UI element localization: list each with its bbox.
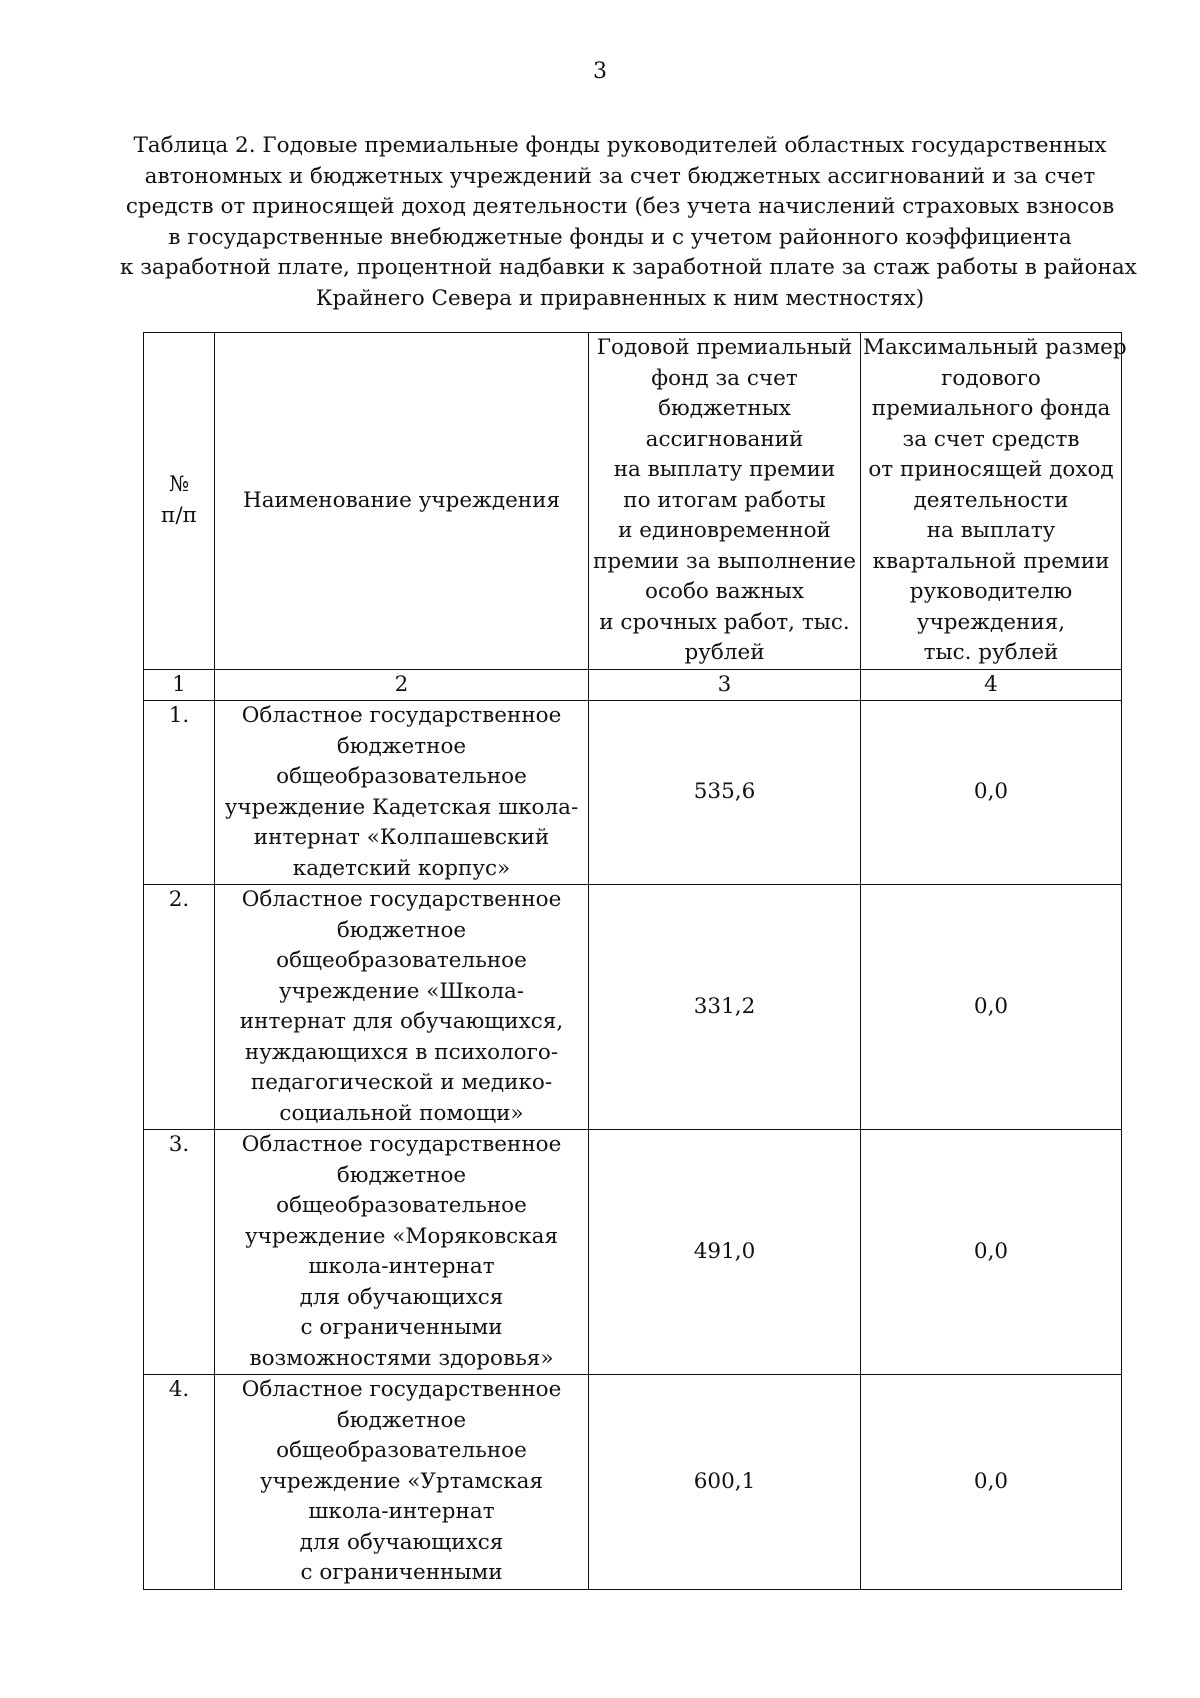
header-line: Наименование учреждения — [242, 487, 561, 513]
name-line: бюджетное — [336, 917, 467, 943]
header-line: учреждения, — [916, 609, 1066, 635]
name-line: социальной помощи» — [279, 1100, 524, 1126]
row-number: 2. — [144, 885, 215, 1130]
header-line: № — [168, 472, 190, 498]
name-line: учреждение «Моряковская — [244, 1223, 559, 1249]
income-fund-value: 0,0 — [861, 885, 1122, 1130]
caption-line: автономных и бюджетных учреждений за счет бюджетных ассигнований и за счет — [144, 163, 1096, 189]
column-number: 1 — [144, 669, 215, 701]
name-line: общеобразовательное — [276, 1438, 527, 1463]
budget-fund-value: 491,0 — [589, 1130, 861, 1375]
income-fund-value: 0,0 — [861, 1130, 1122, 1375]
name-line: Областное государственное — [241, 1132, 562, 1157]
name-line: учреждение Кадетская школа- — [224, 794, 579, 820]
header-income-fund — [861, 333, 1127, 670]
name-line: возможностями здоровья» — [249, 1345, 554, 1371]
header-line: и единовременной — [618, 518, 831, 543]
caption-line: Таблица 2. Годовые премиальные фонды руководителей областных государственных — [133, 133, 1107, 158]
row-number: 3. — [144, 1130, 215, 1375]
name-line: бюджетное — [336, 1162, 467, 1188]
caption-line: Крайнего Севера и приравненных к ним местностях) — [315, 285, 925, 311]
institution-name — [215, 885, 589, 1130]
row-number: 4. — [144, 1375, 215, 1590]
caption-line: в государственные внебюджетные фонды и с учетом районного коэффициента — [168, 224, 1072, 250]
institution-name — [215, 701, 589, 885]
header-line: рублей — [684, 640, 765, 665]
header-line: премиального фонда — [871, 396, 1111, 421]
name-line: с ограниченными — [300, 1560, 503, 1585]
column-number: 4 — [861, 669, 1122, 701]
name-line: для обучающихся — [299, 1529, 504, 1555]
header-line: фонд за счет — [651, 365, 798, 391]
header-line: квартальной премии — [872, 548, 1110, 574]
name-line: Областное государственное — [241, 703, 562, 728]
table-caption — [120, 131, 1137, 314]
header-number — [144, 333, 215, 670]
name-line: педагогической и медико- — [250, 1070, 553, 1095]
table-row — [144, 701, 1122, 885]
header-line: на выплату — [926, 518, 1056, 543]
header-line: Максимальный размер — [863, 335, 1127, 360]
name-line: бюджетное — [336, 1407, 467, 1433]
institution-name — [215, 1130, 589, 1375]
table-header-row — [144, 333, 1122, 670]
budget-fund-value: 600,1 — [589, 1375, 861, 1590]
table-row — [144, 885, 1122, 1130]
name-line: с ограниченными — [300, 1315, 503, 1340]
header-line: бюджетных — [658, 396, 791, 421]
header-line: п/п — [161, 502, 197, 528]
header-line: за счет средств — [902, 426, 1080, 452]
name-line: бюджетное — [336, 733, 467, 759]
header-budget-fund — [589, 333, 861, 670]
name-line: учреждение «Уртамская — [259, 1468, 544, 1494]
name-line: Областное государственное — [241, 887, 562, 912]
table-row — [144, 1130, 1122, 1375]
header-line: от приносящей доход — [868, 457, 1114, 482]
page-number: 3 — [593, 59, 607, 84]
header-line: премии за выполнение — [593, 548, 856, 574]
institution-name — [215, 1375, 589, 1590]
header-line: тыс. рублей — [923, 640, 1059, 665]
income-fund-value: 0,0 — [861, 701, 1122, 885]
header-institution-name — [215, 333, 589, 670]
name-line: учреждение «Школа- — [278, 978, 525, 1004]
name-line: общеобразовательное — [276, 948, 527, 973]
header-line: на выплату премии — [613, 457, 836, 482]
name-line: школа-интернат — [308, 1254, 495, 1279]
budget-fund-value: 535,6 — [589, 701, 861, 885]
header-line: годового — [941, 365, 1041, 391]
header-line: Годовой премиальный — [596, 335, 853, 360]
column-number: 2 — [215, 669, 589, 701]
header-line: и срочных работ, тыс. — [599, 609, 850, 635]
table-row — [144, 1375, 1122, 1590]
header-line: по итогам работы — [623, 487, 826, 513]
name-line: нуждающихся в психолого- — [244, 1039, 559, 1065]
name-line: для обучающихся — [299, 1284, 504, 1310]
name-line: Областное государственное — [241, 1377, 562, 1402]
name-line: интернат «Колпашевский — [253, 825, 550, 850]
name-line: интернат для обучающихся, — [239, 1009, 564, 1034]
header-line: особо важных — [645, 579, 804, 604]
premium-funds-table — [143, 332, 1127, 1590]
header-line: деятельности — [913, 487, 1069, 513]
name-line: кадетский корпус» — [292, 855, 511, 881]
column-number-row — [144, 669, 1122, 701]
header-line: ассигнований — [645, 426, 804, 452]
name-line: школа-интернат — [308, 1499, 495, 1524]
income-fund-value: 0,0 — [861, 1375, 1122, 1590]
budget-fund-value: 331,2 — [589, 885, 861, 1130]
row-number: 1. — [144, 701, 215, 885]
caption-line: средств от приносящей доход деятельности (без учета начислений страховых взносов — [125, 194, 1115, 219]
caption-line: к заработной плате, процентной надбавки к заработной плате за стаж работы в районах — [120, 255, 1137, 280]
name-line: общеобразовательное — [276, 764, 527, 789]
header-line: руководителю — [909, 579, 1073, 604]
column-number: 3 — [589, 669, 861, 701]
name-line: общеобразовательное — [276, 1193, 527, 1218]
